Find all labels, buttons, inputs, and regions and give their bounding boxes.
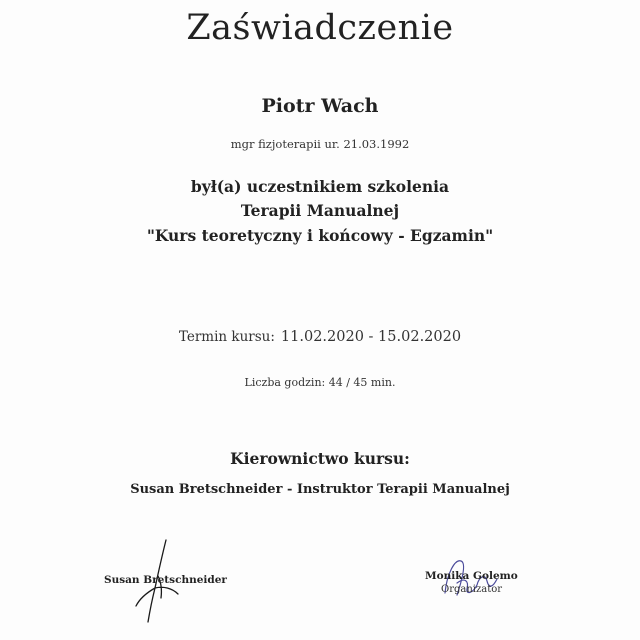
course-hours: Liczba godzin: 44 / 45 min. xyxy=(244,376,396,389)
course-name: Terapii Manualnej xyxy=(240,201,400,220)
leadership-heading: Kierownictwo kursu: xyxy=(230,449,410,468)
certificate-title: Zaświadczenie xyxy=(186,8,454,48)
course-term xyxy=(0,329,640,345)
term-dates: 11.02.2020 - 15.02.2020 xyxy=(280,329,462,345)
course-part: "Kurs teoretyczny i końcowy - Egzamin" xyxy=(146,226,494,245)
instructor-line: Susan Bretschneider - Instruktor Terapii Manualnej xyxy=(130,482,510,497)
right-signatory-name: Monika Golemo xyxy=(425,570,518,582)
profession-birth-date: mgr fizjoterapii ur. 21.03.1992 xyxy=(230,137,410,151)
right-signatory-role: Organizator xyxy=(441,584,503,595)
term-label: Termin kursu: xyxy=(178,329,275,345)
recipient-name: Piotr Wach xyxy=(261,95,379,117)
left-signatory-name: Susan Bretschneider xyxy=(104,574,227,586)
participation-line: był(a) uczestnikiem szkolenia xyxy=(190,177,450,196)
